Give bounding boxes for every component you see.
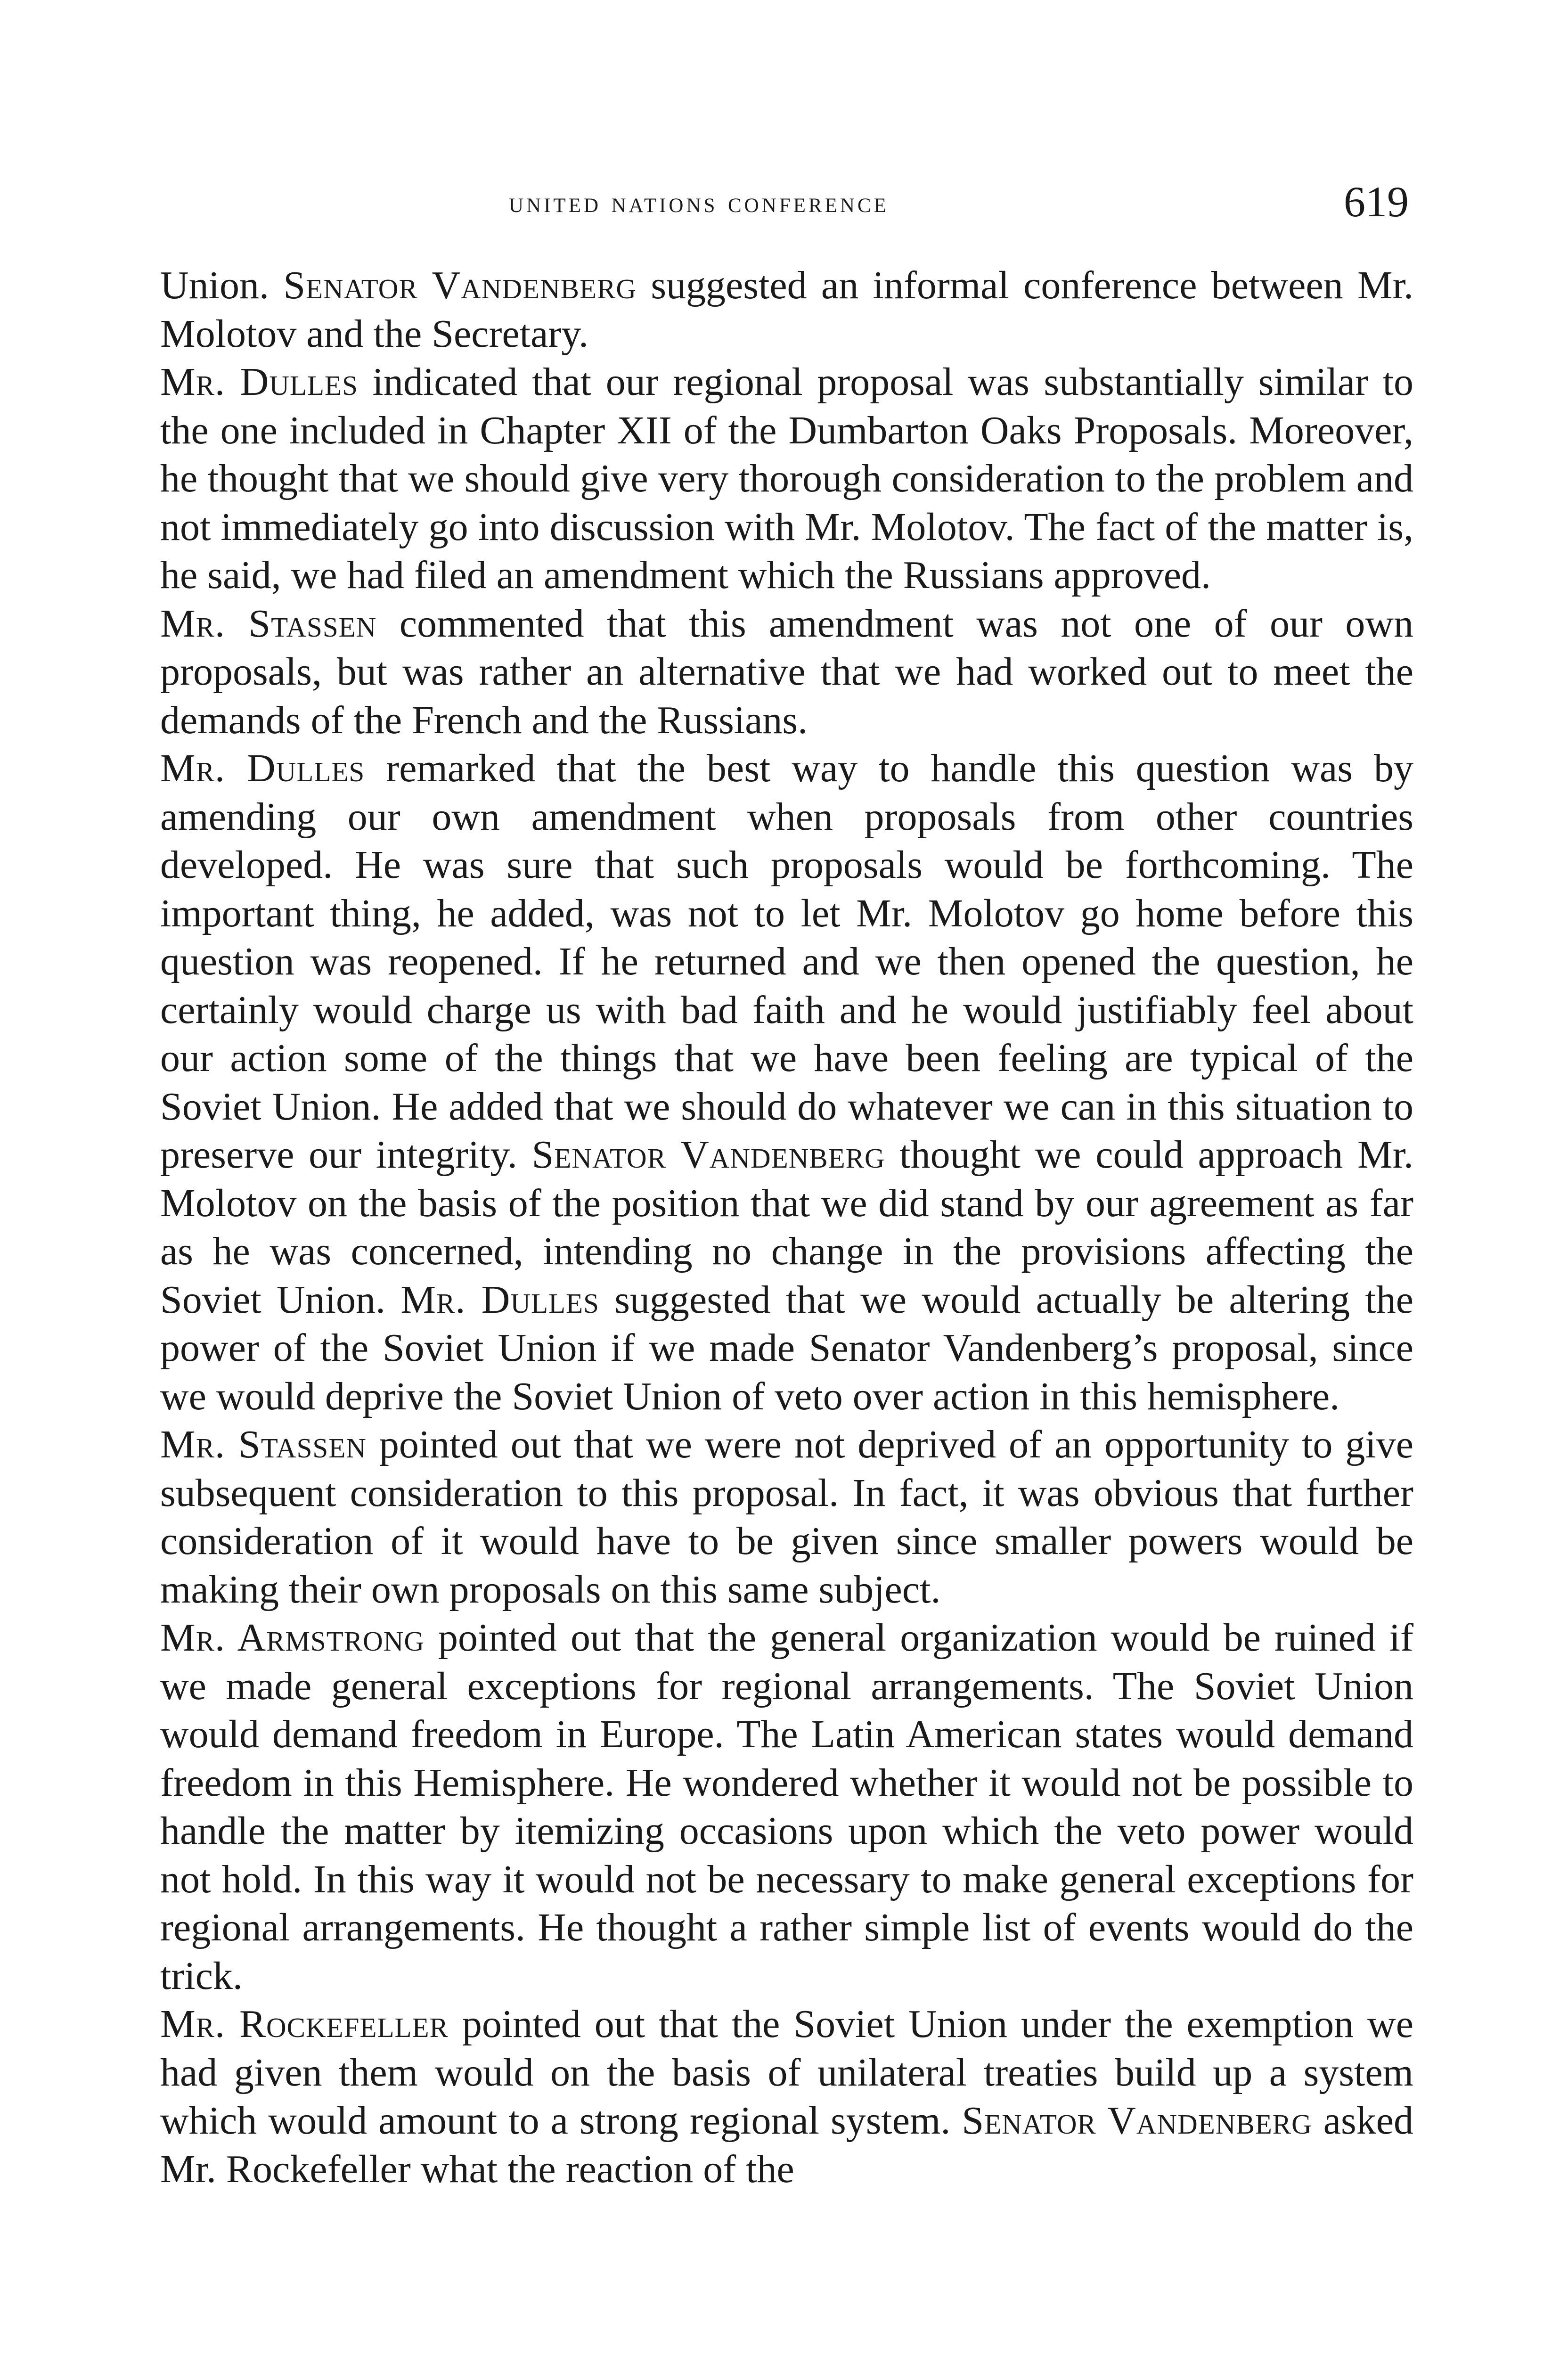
body-text	[160, 262, 1413, 2193]
paragraph	[160, 2000, 1413, 2193]
paragraph-text: remarked that the best way to handle this question was by amending our own amendment when proposals from other countries developed. He was sure that such proposals would be forthcoming. The important thing, he added, was not to let Mr. Molotov go home before this question was reopened. If he returned and we then opened the question, he certainly would charge us with bad faith and he would justifiably feel about our action some of the things that we have been feeling are typical of the Soviet Union. He added that we should do whatever we can in this situation to preserve our integrity.	[160, 746, 1414, 1177]
speaker-name: Senator Vandenberg	[283, 263, 637, 307]
paragraph	[160, 600, 1413, 745]
paragraph-text: Union.	[160, 263, 284, 307]
paragraph	[160, 1614, 1413, 2000]
speaker-name: Mr. Rockefeller	[160, 2002, 449, 2046]
paragraph	[160, 1421, 1413, 1614]
speaker-name: Mr. Stassen	[160, 601, 377, 646]
speaker-name: Mr. Stassen	[160, 1423, 367, 1466]
speaker-name: Senator Vandenberg	[962, 2099, 1312, 2143]
speaker-name: Senator Vandenberg	[531, 1133, 885, 1177]
paragraph-text: suggested that we would actually be altering the power of the Soviet Union if we made Senator Vandenberg’s proposal, since we would deprive the Soviet Union of veto over action in this hemisphere.	[160, 1277, 1413, 1418]
paragraph-text: pointed out that the Soviet Union under the exemption we had given them would on the basis of unilateral treaties build up a system which would amount to a strong regional system.	[160, 2002, 1413, 2143]
paragraph	[160, 358, 1413, 600]
speaker-name: Mr. Dulles	[160, 746, 365, 790]
paragraph-text: asked Mr. Rockefeller what the reaction of the	[160, 2099, 1414, 2191]
running-header-title: united nations conference	[509, 187, 889, 219]
speaker-name: Mr. Dulles	[400, 1277, 599, 1322]
speaker-name: Mr. Armstrong	[160, 1616, 425, 1660]
paragraph-text: thought we could approach Mr. Molotov on the basis of the position that we did stand by our agreement as far as he was concerned, intending no change in the provisions affecting the Soviet Union.	[160, 1133, 1413, 1322]
paragraph-text: indicated that our regional proposal was substantially similar to the one included in Chapter XII of the Dumbarton Oaks Proposals. Moreover, he thought that we should give very thorough consideration to the problem and not immediately go into discussion with Mr. Molotov. The fact of the matter is, he said, we had filed an amendment which the Russians approved.	[160, 360, 1413, 597]
paragraph-text: commented that this amendment was not one of our own proposals, but was rather an alternative that we had worked out to meet the demands of the French and the Russians.	[160, 601, 1413, 742]
paragraph-text: suggested an informal conference between Mr. Molotov and the Secretary.	[160, 263, 1414, 356]
paragraph-text: pointed out that the general organization would be ruined if we made general exceptions for regional arrangements. The Soviet Union would demand freedom in Europe. The Latin American states would demand freedom in this Hemisphere. He wondered whether it would not be possible to handle the matter by itemizing occasions upon which the veto power would not hold. In this way it would not be necessary to make general exceptions for regional arrangements. He thought a rather simple list of events would do the trick.	[160, 1616, 1413, 1998]
paragraph	[160, 262, 1413, 358]
paragraph	[160, 744, 1413, 1421]
page-number: 619	[1344, 178, 1409, 226]
speaker-name: Mr. Dulles	[160, 360, 358, 404]
paragraph-text: pointed out that we were not deprived of an opportunity to give subsequent consideration to this proposal. In fact, it was obvious that further consideration of it would have to be given since smaller powers would be making their own proposals on this same subject.	[160, 1423, 1413, 1612]
